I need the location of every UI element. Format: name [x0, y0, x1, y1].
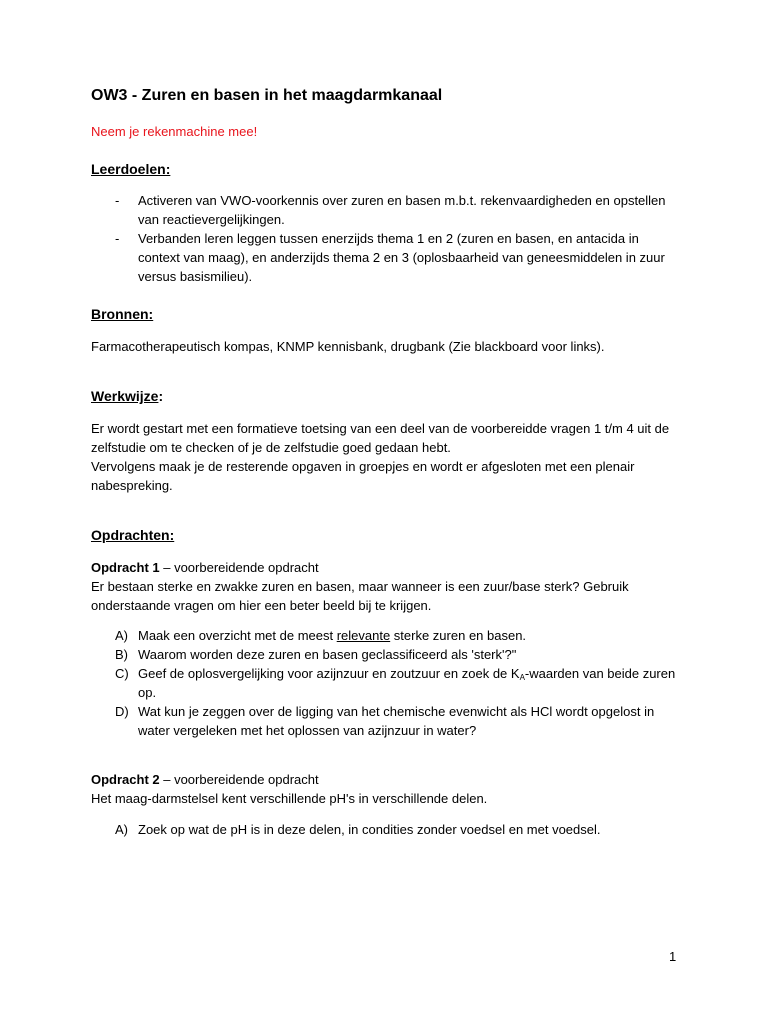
- opdrachten-heading: Opdrachten:: [91, 527, 175, 543]
- opdracht-2-title: Opdracht 2: [91, 772, 160, 787]
- subscript: A: [519, 673, 525, 682]
- werkwijze-heading: [91, 387, 681, 406]
- dash-bullet: -: [115, 193, 120, 208]
- list-marker: D): [115, 704, 129, 719]
- leerdoelen-list: [91, 191, 681, 286]
- question-text: Maak een overzicht met de meest: [138, 628, 337, 643]
- opdracht-1-questions: [91, 626, 681, 740]
- opdracht-1-label: [91, 558, 681, 577]
- question-text: Zoek op wat de pH is in deze delen, in condities zonder voedsel en met voedsel.: [138, 822, 601, 837]
- werkwijze-paragraph-1: Er wordt gestart met een formatieve toetsing van een deel van de voorbereidde vragen 1 t/m 4 uit de zelfstudie om te checken of je de zelfstudie goed gedaan hebt.: [91, 421, 670, 455]
- opdracht-2-intro: Het maag-darmstelsel kent verschillende pH's in verschillende delen.: [91, 791, 488, 806]
- werkwijze-heading-text: Werkwijze: [91, 388, 159, 404]
- opdracht-2-questions: [91, 820, 681, 839]
- list-item: [91, 820, 681, 839]
- list-item-text: Verbanden leren leggen tussen enerzijds thema 1 en 2 (zuren en basen, en antacida in context van maag), en anderzijds thema 2 en 3 (oplosbaarheid van geneesmiddelen in zuur versus basismilieu).: [138, 231, 665, 284]
- underlined-word: relevante: [336, 628, 391, 643]
- list-item: [91, 229, 681, 286]
- list-marker: C): [115, 666, 129, 681]
- question-text: Waarom worden deze zuren en basen geclassificeerd als 'sterk'?": [138, 647, 517, 662]
- werkwijze-paragraph-2: Vervolgens maak je de resterende opgaven in groepjes en wordt er afgesloten met een plenair nabespreking.: [91, 459, 635, 493]
- opdracht-1-subtitle: – voorbereidende opdracht: [159, 560, 319, 575]
- list-item: [91, 191, 681, 229]
- list-item-text: Activeren van VWO-voorkennis over zuren en basen m.b.t. rekenvaardigheden en opstellen van reactievergelijkingen.: [138, 193, 666, 227]
- question-text: -waarden van beide zuren op.: [138, 666, 676, 700]
- dash-bullet: -: [115, 231, 120, 246]
- list-item: [91, 645, 681, 664]
- opdracht-1-intro: Er bestaan sterke en zwakke zuren en basen, maar wanneer is een zuur/base sterk? Gebruik onderstaande vragen om hier een beter beeld bij te krijgen.: [91, 579, 629, 613]
- document-title: OW3 - Zuren en basen in het maagdarmkanaal: [91, 87, 443, 104]
- list-item: [91, 664, 681, 702]
- question-text: Geef de oplosvergelijking voor azijnzuur en zoutzuur en zoek de K: [138, 666, 520, 681]
- page-number: 1: [669, 949, 677, 964]
- list-item: [91, 626, 681, 645]
- werkwijze-heading-colon: :: [158, 388, 164, 404]
- list-item: [91, 702, 681, 740]
- opdracht-1-title: Opdracht 1: [91, 560, 160, 575]
- bronnen-text: Farmacotherapeutisch kompas, KNMP kennisbank, drugbank (Zie blackboard voor links).: [91, 339, 605, 354]
- question-text: Wat kun je zeggen over de ligging van het chemische evenwicht als HCl wordt opgelost in water vergeleken met het oplossen van azijnzuur in water?: [138, 704, 655, 738]
- list-marker: B): [115, 647, 128, 662]
- opdracht-2-subtitle: – voorbereidende opdracht: [159, 772, 319, 787]
- question-text: sterke zuren en basen.: [390, 628, 527, 643]
- leerdoelen-heading: Leerdoelen:: [91, 161, 171, 177]
- bronnen-heading: Bronnen:: [91, 306, 154, 322]
- opdracht-2-label: [91, 770, 681, 789]
- calculator-notice: Neem je rekenmachine mee!: [91, 124, 258, 139]
- list-marker: A): [115, 628, 128, 643]
- list-marker: A): [115, 822, 128, 837]
